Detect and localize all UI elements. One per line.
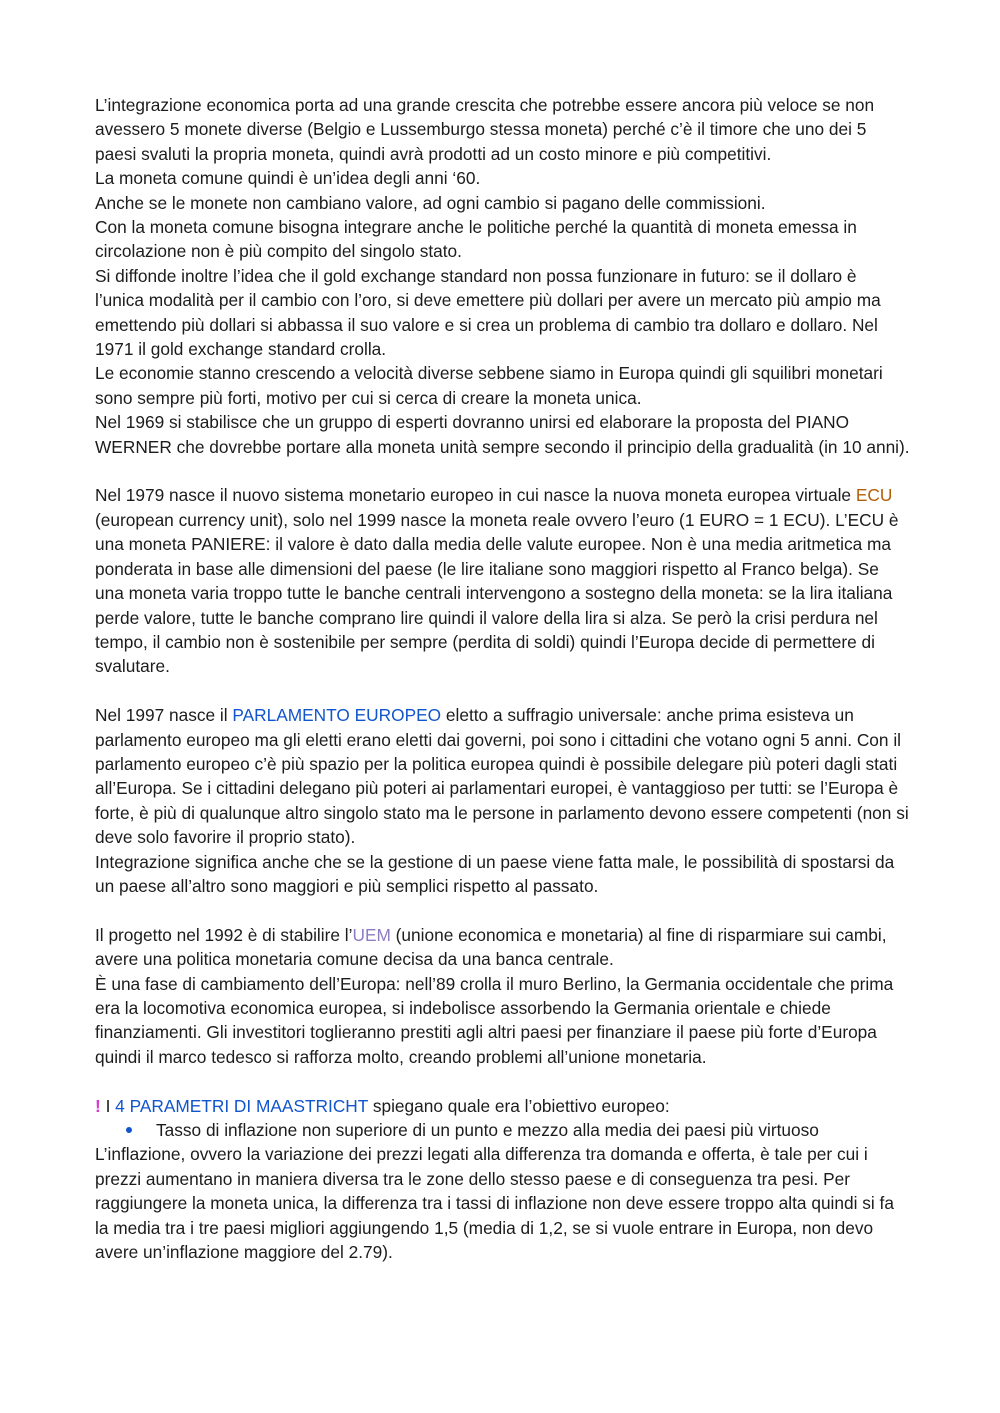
uem-text-after: (unione economica e monetaria) al fine di risparmiare sui cambi, avere una politica monetaria comune decisa da una banca centrale. — [95, 924, 887, 970]
paragraph-piano-werner: Nel 1969 si stabilisce che un gruppo di esperti dovranno unirsi ed elaborare la proposta del PIANO WERNER che dovrebbe portare alla moneta unità sempre secondo il principio della gradualità (in 10 anni). — [95, 412, 910, 457]
paragraph-spacer — [95, 679, 910, 703]
paragraph-spacer — [95, 898, 910, 922]
maastricht-list — [95, 1118, 910, 1142]
paragraph-maastricht — [95, 1094, 910, 1118]
list-item-text: Tasso di inflazione non superiore di un punto e mezzo alla media dei paesi più virtuoso — [156, 1120, 819, 1140]
document-page — [95, 93, 910, 1264]
parliament-highlight: PARLAMENTO EUROPEO — [232, 705, 442, 726]
paragraph-uem — [95, 923, 910, 972]
parliament-text-after: eletto a suffragio universale: anche prima esisteva un parlamento europeo ma gli eletti erano eletti dai governi, poi sono i cittadini che votano ogni 5 anni. Con il parlamento europeo c’è più spazio per la politica europea quindi è possibile delegare più poteri dagli stati all’Europa. Se i cittadini delegano più poteri ai parlamentari europei, è vantaggioso per tutti: se l’Europa è forte, è più di qualunque altro singolo stato ma le persone in parlamento devono essere competenti (non si deve solo favorire il proprio stato). — [95, 705, 909, 848]
paragraph-integration-mobility: Integrazione significa anche che se la gestione di un paese viene fatta male, le possibilità di spostarsi da un paese all’altro sono maggiori e più semplici rispetto al passato. — [95, 851, 895, 896]
uem-text-before: Il progetto nel 1992 è di stabilire l’ — [95, 924, 353, 945]
uem-highlight: UEM — [352, 924, 391, 945]
ecu-highlight: ECU — [855, 485, 893, 506]
bullet-icon — [126, 1127, 132, 1133]
list-item — [95, 1118, 910, 1142]
paragraph-economies: Le economie stanno crescendo a velocità diverse sebbene siamo in Europa quindi gli squilibri monetari sono sempre più forti, motivo per cui si cerca di creare la moneta unica. — [95, 363, 883, 408]
paragraph-spacer — [95, 459, 910, 483]
paragraph-integration: L’integrazione economica porta ad una grande crescita che potrebbe essere ancora più veloce se non avessero 5 monete diverse (Belgio e Lussemburgo stessa moneta) perché c’è il timore che uno dei 5 paesi svaluti la propria moneta, quindi avrà prodotti ad un costo minore e più competitivi. — [95, 95, 875, 164]
exclamation-mark: ! — [95, 1095, 101, 1116]
paragraph-parliament — [95, 703, 910, 849]
paragraph-policies: Con la moneta comune bisogna integrare anche le politiche perché la quantità di moneta emessa in circolazione non è più compito del singolo stato. — [95, 217, 857, 262]
maastricht-text-after: spiegano quale era l’obiettivo europeo: — [368, 1095, 670, 1116]
paragraph-spacer — [95, 1069, 910, 1093]
ecu-text-before: Nel 1979 nasce il nuovo sistema monetario europeo in cui nasce la nuova moneta europea virtuale — [95, 485, 856, 506]
parliament-text-before: Nel 1997 nasce il — [95, 705, 233, 726]
paragraph-ecu — [95, 483, 910, 678]
paragraph-common-currency-idea: La moneta comune quindi è un’idea degli anni ‘60. — [95, 168, 481, 189]
paragraph-gold-exchange: Si diffonde inoltre l’idea che il gold exchange standard non possa funzionare in futuro: se il dollaro è l’unica modalità per il cambio con l’oro, si deve emettere più dollari per avere un mercato più ampio ma emettendo più dollari si abbassa il suo valore e si crea un problema di cambio tra dollaro e dollaro. Nel 1971 il gold exchange standard crolla. — [95, 265, 881, 360]
maastricht-highlight: 4 PARAMETRI DI MAASTRICHT — [115, 1095, 369, 1116]
paragraph-commissions: Anche se le monete non cambiano valore, ad ogni cambio si pagano delle commissioni. — [95, 192, 766, 213]
maastricht-text-before: I — [100, 1095, 116, 1116]
paragraph-berlin-wall: È una fase di cambiamento dell’Europa: nell’89 crolla il muro Berlino, la Germania occidentale che prima era la locomotiva economica europea, si indebolisce assorbendo la Germania orientale e chiede finanziamenti. Gli investitori toglieranno prestiti agli altri paesi per finanziare il paese più forte d’Europa quindi il marco tedesco si rafforza molto, creando problemi all’unione monetaria. — [95, 973, 894, 1067]
ecu-text-after: (european currency unit), solo nel 1999 nasce la moneta reale ovvero l’euro (1 EURO = 1 ECU). L’ECU è una moneta PANIERE: il valore è dato dalla media delle valute europee. Non è una media aritmetica ma ponderata in base alle dimensioni del paese (le lire italiane sono maggiori rispetto al Franco belga). Se una moneta varia troppo tutte le banche centrali intervengono a sostegno della moneta: se la lira italiana perde valore, tutte le banche comprano lire quindi il valore della lira si alza. Se però la crisi perdura nel tempo, il cambio non è sostenibile per sempre (perdita di soldi) quindi l’Europa decide di permettere di svalutare. — [95, 509, 899, 677]
paragraph-inflation: L’inflazione, ovvero la variazione dei prezzi legati alla differenza tra domanda e offerta, è tale per cui i prezzi aumentano in maniera diversa tra le zone dello stesso paese e di conseguenza tra pesi. Per raggiungere la moneta unica, la differenza tra i tassi di inflazione non deve essere troppo alta quindi si fa la media tra i tre paesi migliori aggiungendo 1,5 (media di 1,2, se si vuole entrare in Europa, non devo avere un’inflazione maggiore del 2.79). — [95, 1144, 894, 1263]
